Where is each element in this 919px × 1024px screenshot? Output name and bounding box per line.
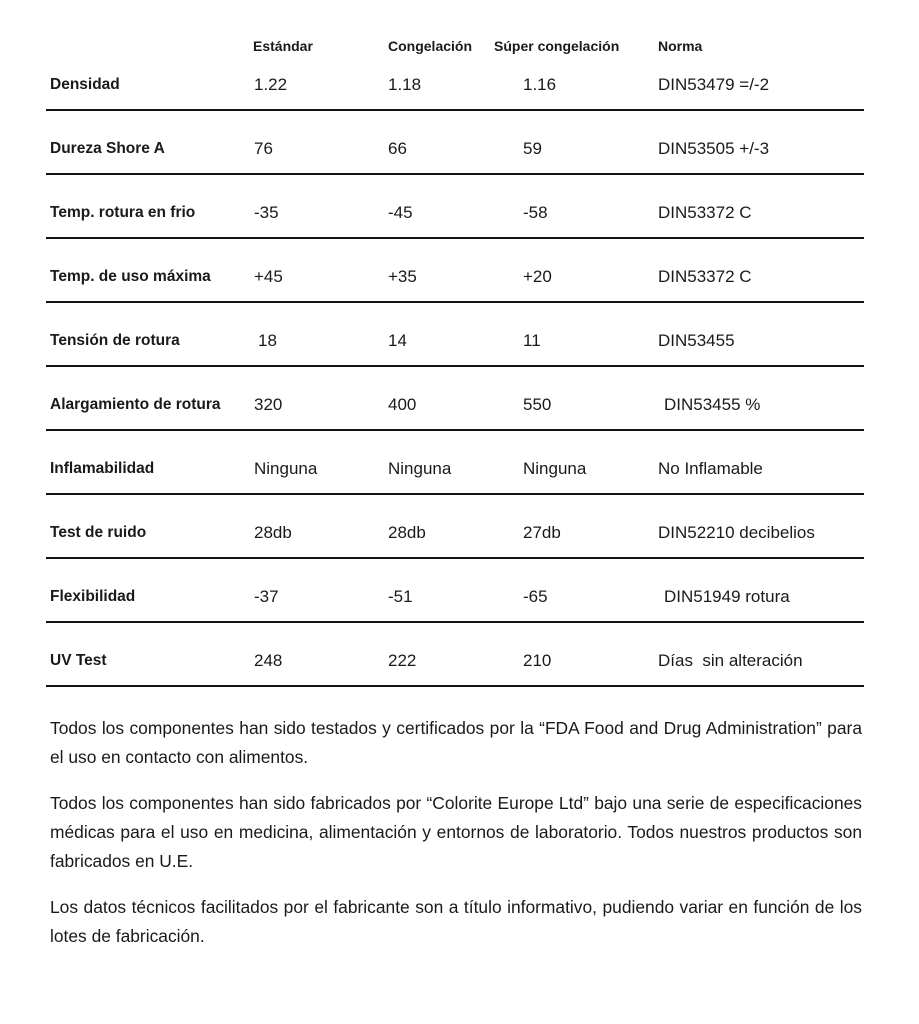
cell-norm: DIN53372 C <box>658 203 752 222</box>
cell-freezing: 14 <box>388 331 407 350</box>
cell-standard: 1.22 <box>254 75 288 94</box>
cell-standard: 28db <box>254 523 292 542</box>
cell-standard: +45 <box>254 267 283 286</box>
cell-standard: -35 <box>254 203 279 222</box>
cell-super-freezing: 550 <box>523 395 552 414</box>
notes-section <box>50 714 862 968</box>
note-fda: Todos los componentes han sido testados y certificados por la “FDA Food and Drug Administration” para el uso en contacto con alimentos. <box>50 718 862 767</box>
table-row <box>46 431 864 495</box>
row-label: Test de ruido <box>50 524 147 541</box>
header-norm: Norma <box>658 38 703 54</box>
cell-standard: 18 <box>258 331 277 350</box>
table-row <box>46 367 864 431</box>
cell-freezing: -45 <box>388 203 413 222</box>
table-row <box>46 495 864 559</box>
note-disclaimer: Los datos técnicos facilitados por el fabricante son a título informativo, pudiendo variar en función de los lotes de fabricación. <box>50 897 862 946</box>
cell-super-freezing: 210 <box>523 651 552 670</box>
cell-norm: DIN53455 % <box>664 395 761 414</box>
cell-standard: 320 <box>254 395 283 414</box>
row-label: Inflamabilidad <box>50 460 155 477</box>
header-super-freezing: Súper congelación <box>494 38 620 54</box>
cell-freezing: Ninguna <box>388 459 452 478</box>
row-label: Tensión de rotura <box>50 332 180 349</box>
header-standard: Estándar <box>253 38 313 54</box>
cell-freezing: 400 <box>388 395 417 414</box>
cell-super-freezing: -65 <box>523 587 548 606</box>
cell-super-freezing: 59 <box>523 139 542 158</box>
header-freezing: Congelación <box>388 38 473 54</box>
row-label: Densidad <box>50 76 120 93</box>
cell-norm: DIN53505 +/-3 <box>658 139 770 158</box>
cell-freezing: -51 <box>388 587 413 606</box>
cell-norm: DIN53372 C <box>658 267 752 286</box>
cell-freezing: 66 <box>388 139 407 158</box>
cell-norm: DIN51949 rotura <box>664 587 790 606</box>
cell-super-freezing: -58 <box>523 203 548 222</box>
table-row <box>46 559 864 623</box>
row-label: UV Test <box>50 652 107 669</box>
cell-norm: No Inflamable <box>658 459 763 478</box>
cell-freezing: 28db <box>388 523 426 542</box>
cell-norm: DIN52210 decibelios <box>658 523 815 542</box>
row-label: Alargamiento de rotura <box>50 396 221 413</box>
table-row <box>46 303 864 367</box>
cell-standard: 76 <box>254 139 273 158</box>
table-row <box>46 175 864 239</box>
cell-super-freezing: Ninguna <box>523 459 587 478</box>
row-label: Temp. de uso máxima <box>50 268 211 285</box>
cell-super-freezing: 27db <box>523 523 561 542</box>
table-row <box>46 623 864 687</box>
cell-norm: DIN53455 <box>658 331 735 350</box>
cell-standard: Ninguna <box>254 459 318 478</box>
table-row <box>46 239 864 303</box>
cell-norm: DIN53479 =/-2 <box>658 75 770 94</box>
cell-norm: Días sin alteración <box>658 651 803 670</box>
row-label: Dureza Shore A <box>50 140 165 157</box>
row-label: Temp. rotura en frio <box>50 204 196 221</box>
cell-standard: 248 <box>254 651 283 670</box>
cell-freezing: +35 <box>388 267 417 286</box>
cell-super-freezing: +20 <box>523 267 552 286</box>
cell-super-freezing: 1.16 <box>523 75 557 94</box>
cell-freezing: 1.18 <box>388 75 422 94</box>
cell-super-freezing: 11 <box>523 331 541 350</box>
cell-standard: -37 <box>254 587 279 606</box>
cell-freezing: 222 <box>388 651 417 670</box>
note-manufacturer: Todos los componentes han sido fabricados por “Colorite Europe Ltd” bajo una serie de especificaciones médicas para el uso en medicina, alimentación y entornos de laboratorio. Todos nuestros productos son fabricados en U.E. <box>50 793 862 871</box>
table-row <box>46 47 864 111</box>
table-row <box>46 111 864 175</box>
row-label: Flexibilidad <box>50 588 136 605</box>
